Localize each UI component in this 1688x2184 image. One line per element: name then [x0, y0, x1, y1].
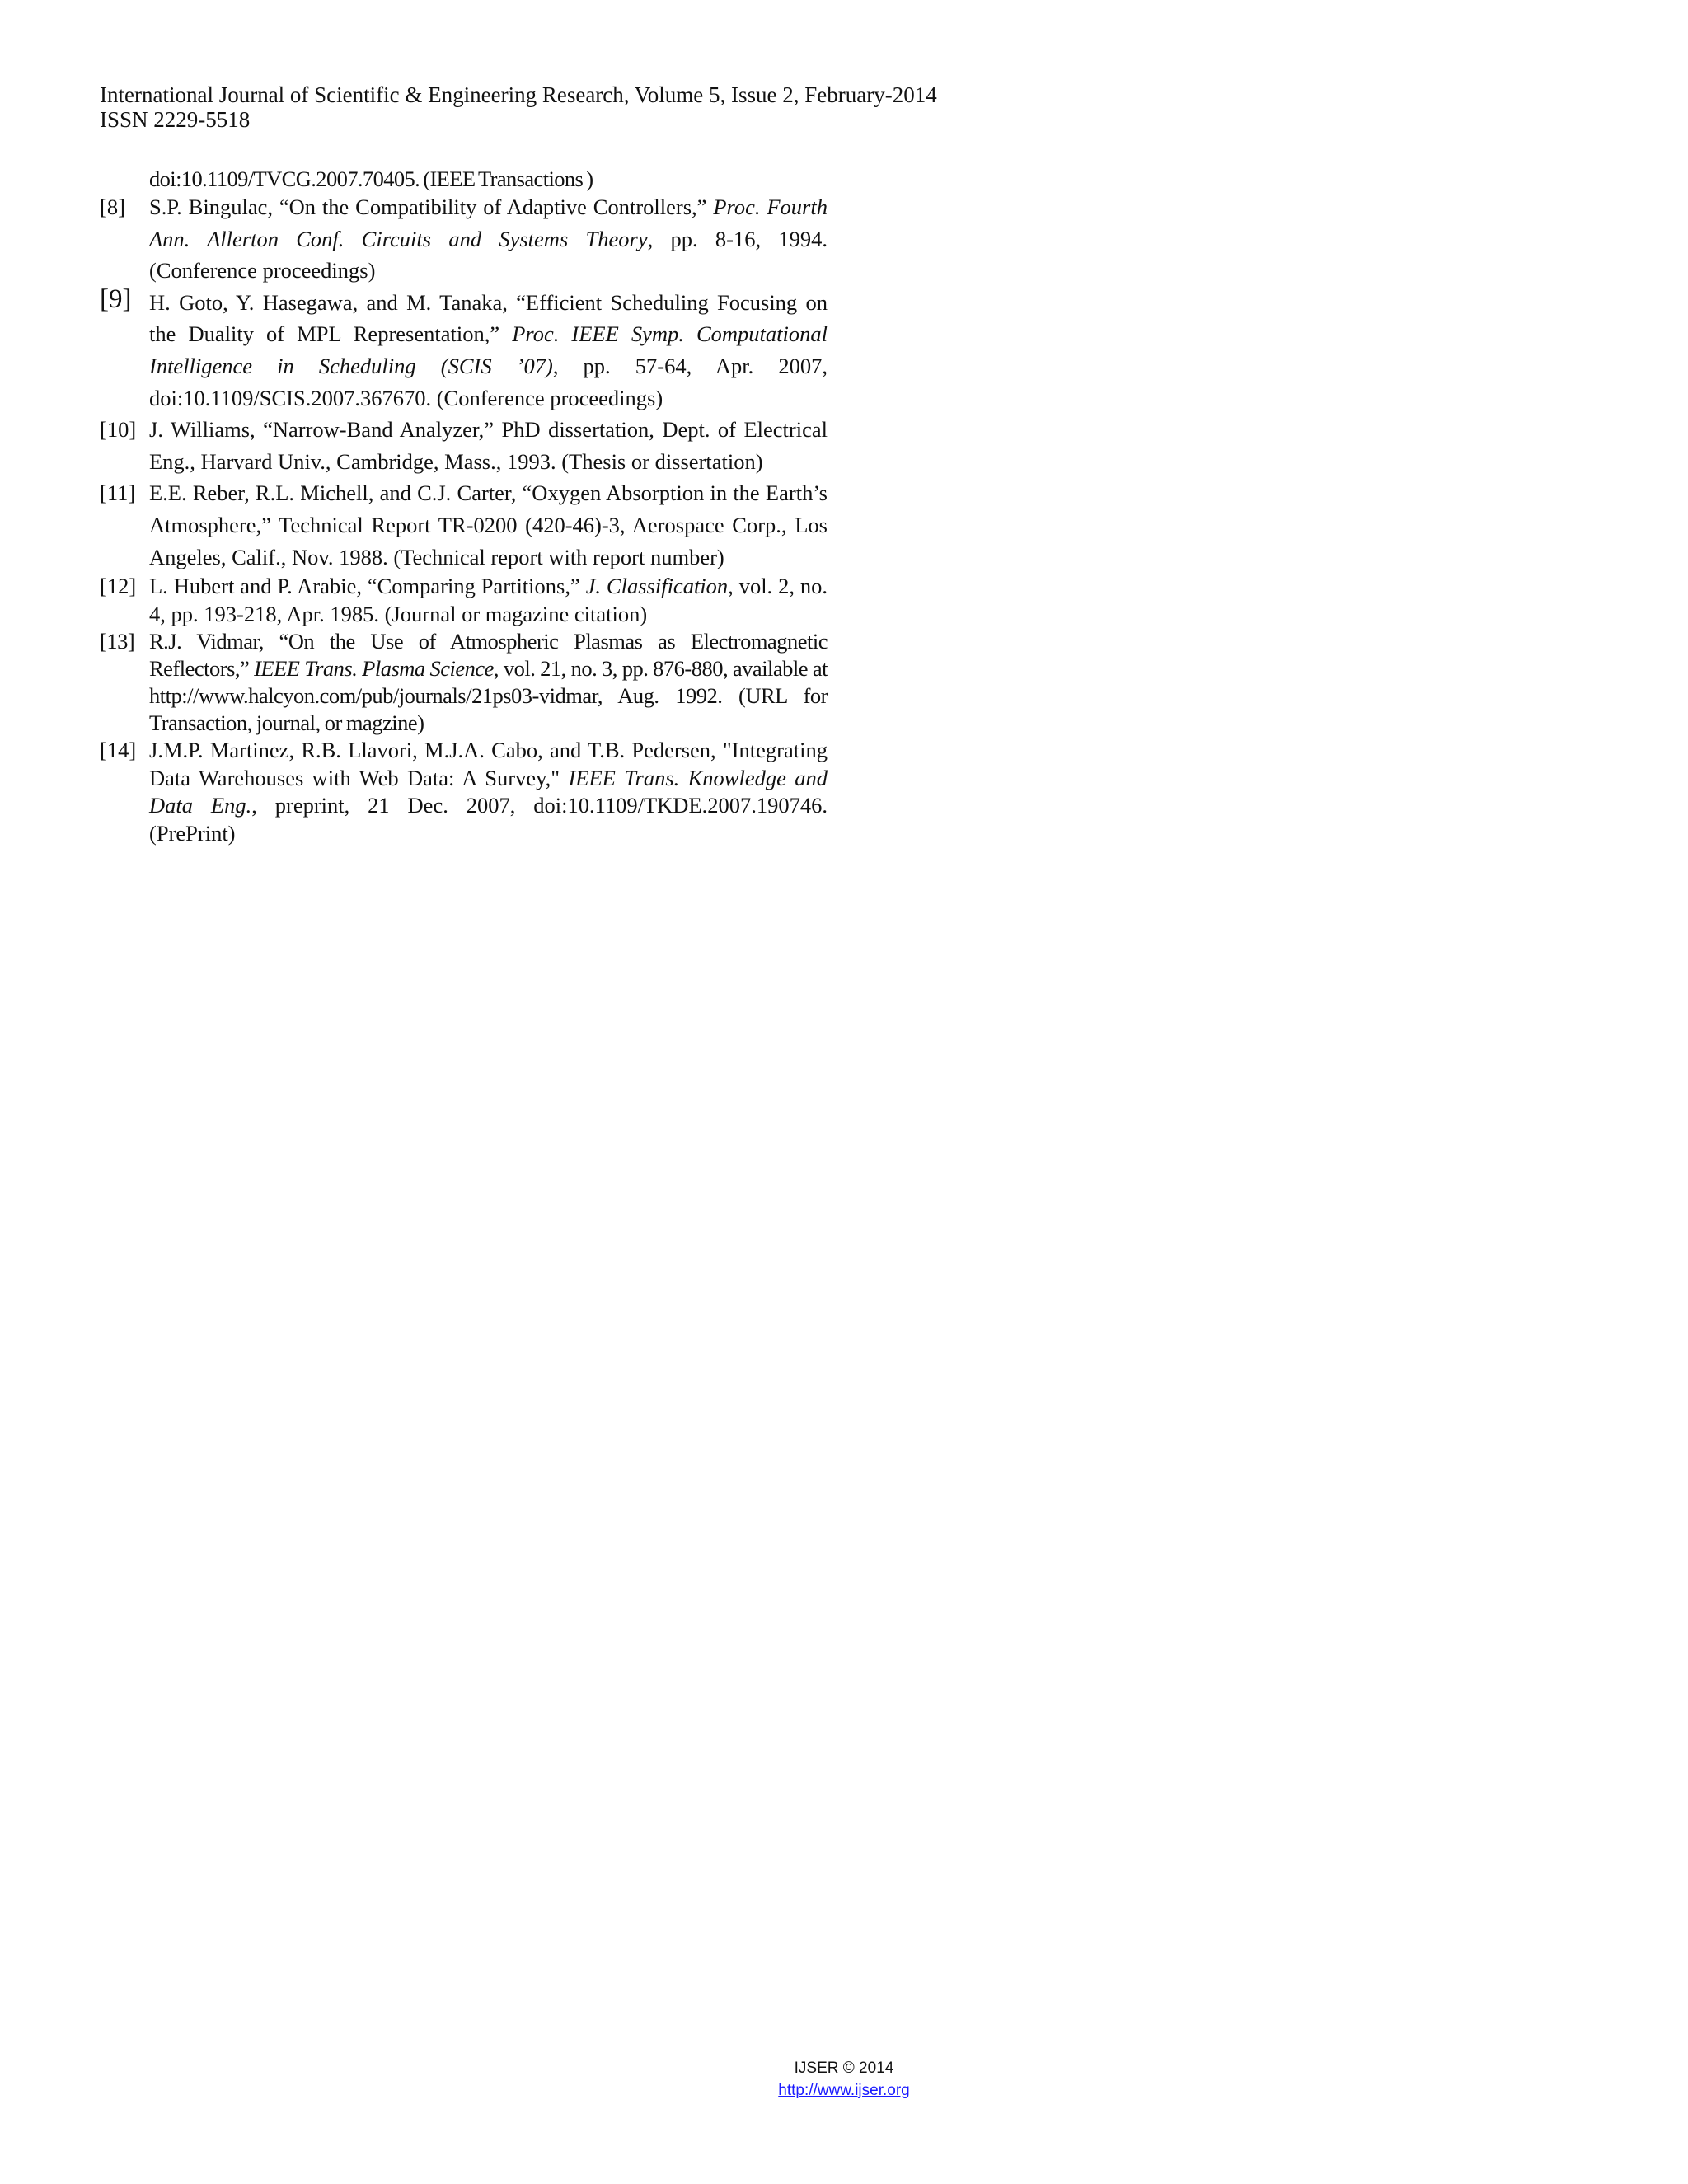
reference-text: R.J. Vidmar, “On the Use of Atmospheric Plasmas as Electromagnetic Reflectors,” IEEE Trans. Plasma Science, vol. 21, no. 3, pp. 876-880, available at http://www.halcyon.com/pub/journals/21ps03-vidmar, Aug. 1992. (URL for Transaction, journal, or magzine) [149, 629, 828, 736]
reference-text: L. Hubert and P. Arabie, “Comparing Partitions,” J. Classification, vol. 2, no. 4, pp. 193-218, Apr. 1985. (Journal or magazine citation) [149, 574, 828, 626]
reference-text: E.E. Reber, R.L. Michell, and C.J. Carter, “Oxygen Absorption in the Earth’s Atmosphere,” Technical Report TR-0200 (420-46)-3, Aerospace Corp., Los Angeles, Calif., Nov. 1988. (Technical report with report number) [149, 480, 828, 569]
journal-website-link[interactable]: http://www.ijser.org [778, 2082, 910, 2099]
reference-item-14 [100, 737, 828, 847]
running-header [100, 82, 937, 132]
page-footer [0, 2057, 1688, 2102]
reference-venue: Proc. Fourth Ann. Allerton Conf. Circuits and Systems Theory [149, 194, 828, 251]
reference-text: J. Williams, “Narrow-Band Analyzer,” PhD dissertation, Dept. of Electrical Eng., Harvard Univ., Cambridge, Mass., 1993. (Thesis or dissertation) [149, 417, 828, 474]
reference-continuation: doi:10.1109/TVCG.2007.70405. (IEEE Transactions ) [149, 166, 593, 191]
reference-venue: Proc. IEEE Symp. Computational Intelligence in Scheduling (SCIS ’07) [149, 321, 828, 378]
reference-text: S.P. Bingulac, “On the Compatibility of Adaptive Controllers,” Proc. Fourth Ann. Allerton Conf. Circuits and Systems Theory, pp. 8-16, 1994. (Conference proceedings) [149, 194, 828, 284]
copyright-notice: IJSER © 2014 [794, 2060, 894, 2077]
reference-item-11 [100, 477, 828, 573]
journal-title-line: International Journal of Scientific & Engineering Research, Volume 5, Issue 2, February-2014 [100, 82, 937, 107]
reference-number: [9] [100, 284, 132, 314]
reference-item-9 [100, 284, 828, 414]
reference-number: [10] [100, 417, 137, 443]
reference-number: [11] [100, 480, 136, 506]
reference-number: [12] [100, 574, 137, 599]
reference-number: [13] [100, 629, 135, 654]
reference-number: [14] [100, 738, 137, 763]
reference-text: J.M.P. Martinez, R.B. Llavori, M.J.A. Cabo, and T.B. Pedersen, "Integrating Data Warehouses with Web Data: A Survey," IEEE Trans. Knowledge and Data Eng., preprint, 21 Dec. 2007, doi:10.1109/TKDE.2007.190746.(PrePrint) [149, 738, 828, 846]
reference-item-12 [100, 573, 828, 628]
reference-list [100, 163, 828, 847]
reference-venue: IEEE Trans. Plasma Science [254, 656, 494, 682]
issn-line: ISSN 2229-5518 [100, 107, 251, 132]
reference-item-13 [100, 628, 828, 737]
reference-item-8 [100, 191, 828, 287]
reference-venue: J. Classification, [585, 574, 734, 599]
reference-number: [8] [100, 194, 125, 219]
reference-text: H. Goto, Y. Hasegawa, and M. Tanaka, “Efficient Scheduling Focusing on the Duality of MPL Representation,” Proc. IEEE Symp. Computational Intelligence in Scheduling (SCIS ’07), pp. 57-64, Apr. 2007, doi:10.1109/SCIS.2007.367670. (Conference proceedings) [149, 289, 828, 410]
reference-item-10 [100, 414, 828, 477]
reference-venue: IEEE Trans. Knowledge and Data Eng. [149, 765, 828, 818]
